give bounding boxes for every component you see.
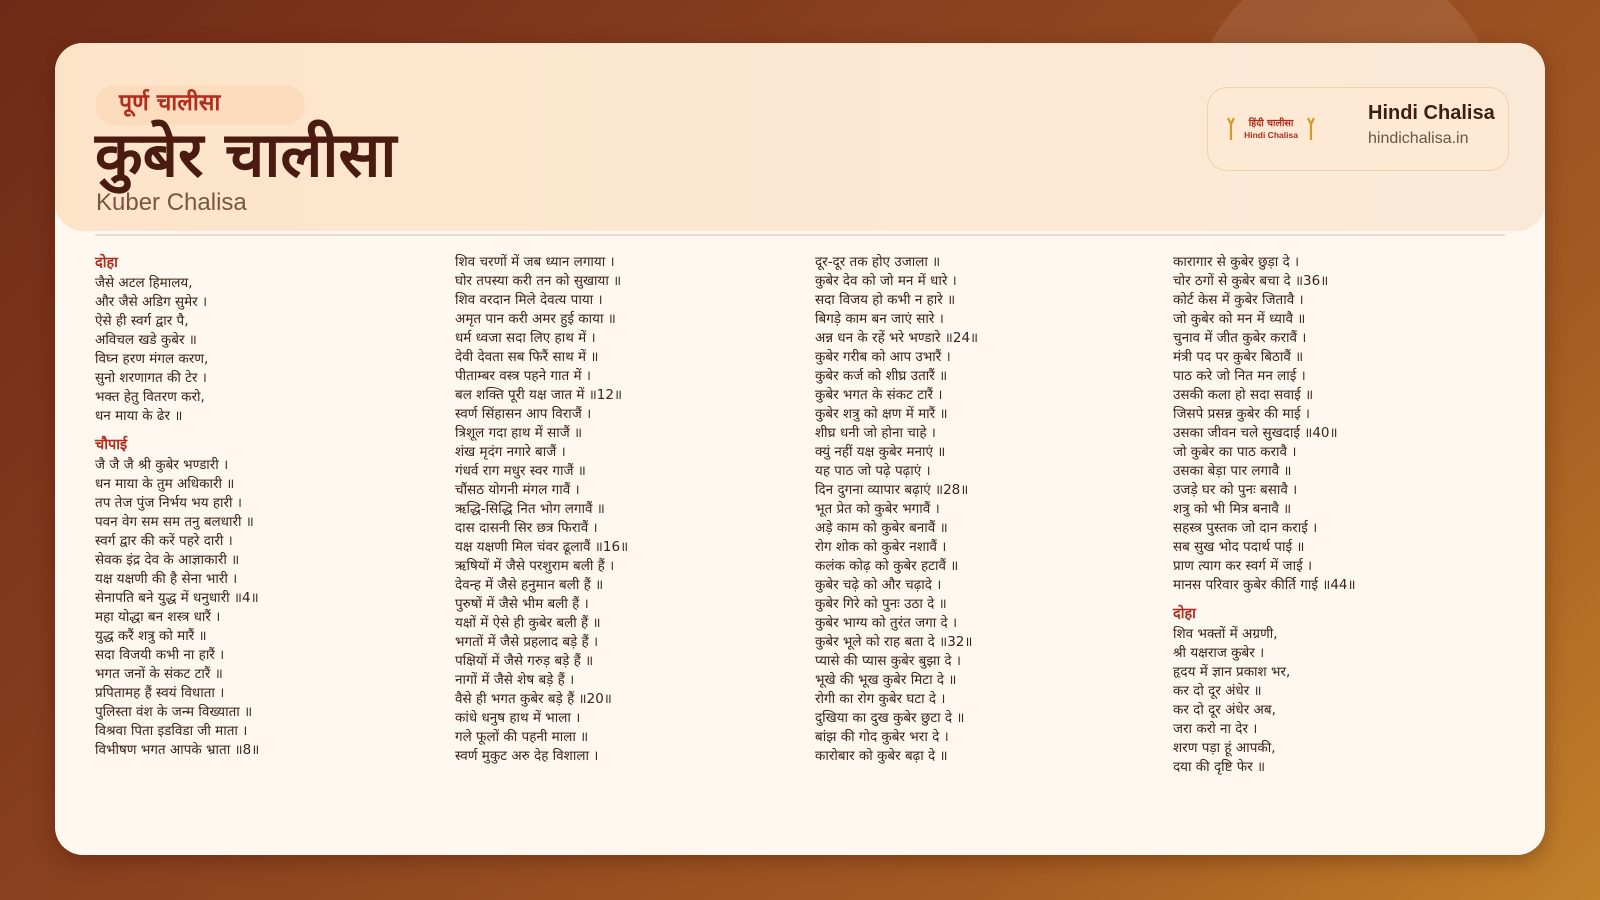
verse-line: पवन वेग सम सम तनु बलधारी ॥ [95, 514, 254, 530]
verse-line: जो कुबेर को मन में ध्यावै ॥ [1173, 311, 1306, 327]
verse-line: भूखे की भूख कुबेर मिटा दे ॥ [815, 672, 957, 688]
verse-line: कुबेर देव को जो मन में धारे । [815, 273, 957, 289]
verse-line: कुबेर चढ़े को और चढ़ादे । [815, 577, 942, 593]
verse-line: शिव चरणों में जब ध्यान लगाया । [455, 254, 615, 270]
verse-line: दिन दुगना व्यापार बढ़ाएं ॥28॥ [815, 482, 969, 498]
verse-line: नागों में जैसे शेष बड़े हैं । [455, 672, 575, 688]
verse-line: शीघ्र धनी जो होना चाहे । [815, 425, 936, 441]
header-divider [95, 234, 1505, 236]
verse-line: कुबेर भगत के संकट टारैं । [815, 387, 943, 403]
chaupai-verses [455, 253, 785, 766]
verse-line: मानस परिवार कुबेर कीर्ति गाई ॥44॥ [1173, 577, 1356, 593]
verse-line: रोगी का रोग कुबेर घटा दे । [815, 691, 946, 707]
verse-line: यक्ष यक्षणी मिल चंवर ढूलावैं ॥16॥ [455, 539, 629, 555]
verse-line: पाठ करे जो नित मन लाई । [1173, 368, 1306, 384]
verse-line: शिव वरदान मिले देवत्य पाया । [455, 292, 603, 308]
verse-line: अमृत पान करी अमर हुई काया ॥ [455, 311, 616, 327]
verse-line: कुबेर शत्रु को क्षण में मारैं ॥ [815, 406, 948, 422]
verse-line: देवन्ह में जैसे हनुमान बली हैं ॥ [455, 577, 604, 593]
verse-line: प्रपितामह हैं स्वयं विधाता । [95, 685, 225, 701]
verse-line: जो कुबेर का पाठ करावै । [1173, 444, 1297, 460]
page-subtitle: Kuber Chalisa [96, 189, 247, 216]
verse-line: ऋद्धि-सिद्धि नित भोग लगावैं ॥ [455, 501, 605, 517]
verse-line: हृदय में ज्ञान प्रकाश भर, [1173, 664, 1291, 680]
verse-line: दया की दृष्टि फेर ॥ [1173, 759, 1266, 775]
column-4 [1173, 253, 1503, 777]
verse-line: प्राण त्याग कर स्वर्ग में जाई । [1173, 558, 1313, 574]
chaupai-heading: चौपाई [95, 437, 128, 453]
verse-line: उसका जीवन चले सुखदाई ॥40॥ [1173, 425, 1338, 441]
brand-name: Hindi Chalisa [1368, 102, 1495, 124]
verse-line: धर्म ध्वजा सदा लिए हाथ में । [455, 330, 596, 346]
brand-logo-text-hi: हिंदी चालीसा [1248, 118, 1294, 129]
column-1 [95, 253, 425, 760]
verse-line: बिगड़े काम बन जाएं सारे । [815, 311, 944, 327]
verse-line: स्वर्ग द्वार की करें पहरे दारी । [95, 533, 233, 549]
verse-line: कर दो दूर अंधेर ॥ [1173, 683, 1262, 699]
verse-line: जै जै जै श्री कुबेर भण्डारी । [95, 457, 229, 473]
verse-line: जिसपे प्रसन्न कुबेर की माई । [1173, 406, 1311, 422]
verse-line: घोर तपस्या करी तन को सुखाया ॥ [455, 273, 622, 289]
verse-line: भगतों में जैसे प्रहलाद बड़े हैं । [455, 634, 599, 650]
verse-line: मंत्री पद पर कुबेर बिठावैं ॥ [1173, 349, 1304, 365]
verse-line: कुबेर गिरे को पुनः उठा दे ॥ [815, 596, 947, 612]
verse-line: उसकी कला हो सदा सवाई ॥ [1173, 387, 1314, 403]
verse-line: सेनापति बने युद्ध में धनुधारी ॥4॥ [95, 590, 259, 606]
verse-line: सुनो शरणागत की टेर । [95, 370, 207, 386]
column-3 [815, 253, 1145, 766]
doha-heading: दोहा [95, 255, 118, 271]
verse-line: विभीषण भगत आपके भ्राता ॥8॥ [95, 742, 260, 758]
verse-line: महा योद्धा बन शस्त्र धारैं । [95, 609, 221, 625]
verse-line: शरण पड़ा हूं आपकी, [1173, 740, 1276, 756]
verse-line: धन माया के ढेर ॥ [95, 408, 183, 424]
verse-line: प्यासे की प्यास कुबेर बुझा दे । [815, 653, 961, 669]
verse-line: सहस्त्र पुस्तक जो दान कराई । [1173, 520, 1318, 536]
chaupai-verses [95, 456, 425, 760]
verse-line: शत्रु को भी मित्र बनावै ॥ [1173, 501, 1292, 517]
verse-line: शिव भक्तों में अग्रणी, [1173, 626, 1278, 642]
page-title: कुबेर चालीसा [95, 118, 397, 191]
verse-line: कर दो दूर अंधेर अब, [1173, 702, 1276, 718]
verse-line: दास दासनी सिर छत्र फिरावैं । [455, 520, 598, 536]
verse-line: ऐसे ही स्वर्ग द्वार पै, [95, 313, 189, 329]
verse-line: स्वर्ण सिंहासन आप विराजैं । [455, 406, 592, 422]
verse-line: चुनाव में जीत कुबेर करावैं । [1173, 330, 1307, 346]
verse-line: कारागार से कुबेर छुड़ा दे । [1173, 254, 1300, 270]
verse-line: रोग शोक को कुबेर नशावैं । [815, 539, 947, 555]
verse-line: त्रिशूल गदा हाथ में साजैं ॥ [455, 425, 583, 441]
brand-box[interactable] [1207, 87, 1509, 171]
verse-line: पुलिस्ता वंश के जन्म विख्याता ॥ [95, 704, 253, 720]
verse-line: कुबेर कर्ज को शीघ्र उतारैं ॥ [815, 368, 948, 384]
doha-verses [95, 274, 425, 426]
doha-heading: दोहा [1173, 606, 1196, 622]
verse-line: अविचल खडे कुबेर ॥ [95, 332, 197, 348]
verse-line: भक्त हेतु वितरण करो, [95, 389, 205, 405]
verse-line: देवी देवता सब फिरैं साथ में ॥ [455, 349, 599, 365]
verse-line: पीताम्बर वस्त्र पहने गात में । [455, 368, 591, 384]
verse-line: दुखिया का दुख कुबेर छुटा दे ॥ [815, 710, 965, 726]
verse-line: युद्ध करैं शत्रु को मारैं ॥ [95, 628, 207, 644]
verse-line: दूर-दूर तक होए उजाला ॥ [815, 254, 941, 270]
verse-line: बांझ की गोद कुबेर भरा दे । [815, 729, 949, 745]
verse-line: गंधर्व राग मधुर स्वर गाजैं ॥ [455, 463, 586, 479]
verse-line: सब सुख भोद पदार्थ पाई ॥ [1173, 539, 1305, 555]
verse-line: भूत प्रेत को कुबेर भगावैं । [815, 501, 940, 517]
verse-line: अन्न धन के रहें भरे भण्डारे ॥24॥ [815, 330, 979, 346]
doha-verses [1173, 625, 1503, 777]
verse-line: चोर ठगों से कुबेर बचा दे ॥36॥ [1173, 273, 1329, 289]
verse-line: सदा विजयी कभी ना हारैं । [95, 647, 225, 663]
verse-line: उसका बेड़ा पार लगावै ॥ [1173, 463, 1292, 479]
verse-line: कलंक कोढ़ को कुबेर हटावैं ॥ [815, 558, 959, 574]
chalisa-card [55, 43, 1545, 855]
verse-line: यक्षों में ऐसे ही कुबेर बली हैं ॥ [455, 615, 601, 631]
verse-line: कुबेर भूले को राह बता दे ॥32॥ [815, 634, 973, 650]
verse-line: उजड़े घर को पुनः बसावै । [1173, 482, 1298, 498]
verse-line: गले फूलों की पहनी माला ॥ [455, 729, 589, 745]
verse-line: चौंसठ योगनी मंगल गावैं । [455, 482, 580, 498]
verse-line: विश्रवा पिता इडविडा जी माता । [95, 723, 248, 739]
verse-line: कारोबार को कुबेर बढ़ा दे ॥ [815, 748, 948, 764]
verse-line: ऋषियों में जैसे परशुराम बली हैं । [455, 558, 615, 574]
brand-logo-text-en: Hindi Chalisa [1244, 130, 1298, 140]
verse-line: कुबेर गरीब को आप उभारैं । [815, 349, 951, 365]
header-band [55, 43, 1545, 231]
verse-line: यह पाठ जो पढ़े पढ़ाएं । [815, 463, 931, 479]
verse-line: श्री यक्षराज कुबेर । [1173, 645, 1265, 661]
verse-line: धन माया के तुम अधिकारी ॥ [95, 476, 235, 492]
verse-line: यक्ष यक्षणी की है सेना भारी । [95, 571, 238, 587]
verse-line: तप तेज पुंज निर्भय भय हारी । [95, 495, 242, 511]
column-2 [455, 253, 785, 766]
verse-line: विघ्न हरण मंगल करण, [95, 351, 209, 367]
brand-url[interactable]: hindichalisa.in [1368, 130, 1469, 147]
verse-line: जैसे अटल हिमालय, [95, 275, 193, 291]
verse-line: क्युं नहीं यक्ष कुबेर मनाएं ॥ [815, 444, 946, 460]
verse-line: सदा विजय हो कभी न हारे ॥ [815, 292, 956, 308]
verse-line: पुरुषों में जैसे भीम बली हैं । [455, 596, 589, 612]
verse-line: जरा करो ना देर । [1173, 721, 1258, 737]
chaupai-verses [1173, 253, 1503, 595]
verse-line: पक्षियों में जैसे गरुड़ बड़े हैं ॥ [455, 653, 594, 669]
verse-line: बल शक्ति पूरी यक्ष जात में ॥12॥ [455, 387, 623, 403]
verse-line: स्वर्ण मुकुट अरु देह विशाला । [455, 748, 599, 764]
verse-line: भगत जनों के संकट टारैं ॥ [95, 666, 223, 682]
verse-line: वैसे ही भगत कुबेर बड़े हैं ॥20॥ [455, 691, 612, 707]
verse-line: कांधे धनुष हाथ में भाला । [455, 710, 581, 726]
category-label: पूर्ण चालीसा [119, 90, 221, 116]
verse-line: कोर्ट केस में कुबेर जितावै । [1173, 292, 1304, 308]
brand-logo [1224, 110, 1318, 148]
verse-line: और जैसे अडिग सुमेर । [95, 294, 208, 310]
verse-line: शंख मृदंग नगारे बाजैं । [455, 444, 566, 460]
chaupai-verses [815, 253, 1145, 766]
verse-line: अड़े काम को कुबेर बनावैं ॥ [815, 520, 948, 536]
verse-line: सेवक इंद्र देव के आज्ञाकारी ॥ [95, 552, 240, 568]
verse-line: कुबेर भाग्य को तुरंत जगा दे । [815, 615, 958, 631]
